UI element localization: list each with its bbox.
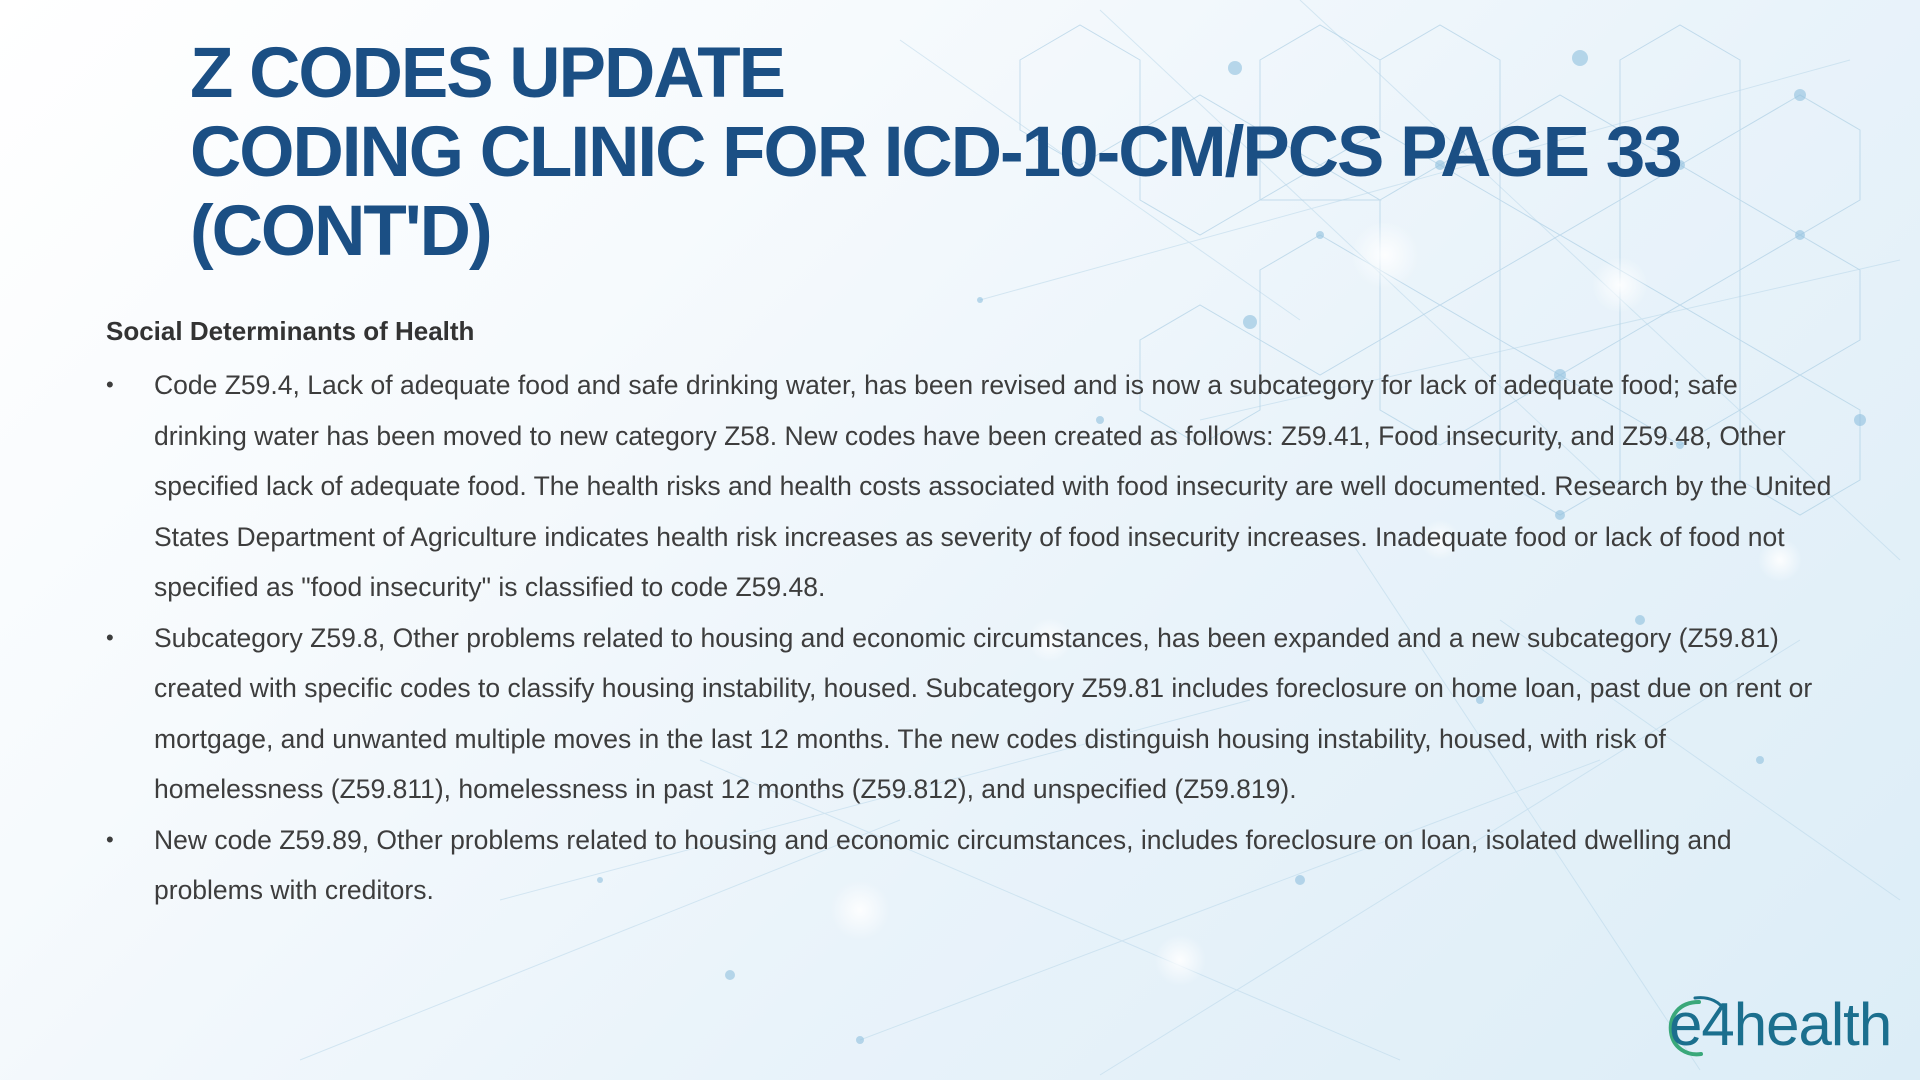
bullet-text: Code Z59.4, Lack of adequate food and safe drinking water, has been revised and is now a subcategory for lack of adequate food; safe drinking water has been moved to new category Z58. New codes have been created as follows: Z59.41, Food insecurity, and Z59.48, Other specified lack of adequate food. The health risks and health costs associated with food insecurity are well documented. Research by the United States Department of Agriculture indicates health risk increases as severity of food insecurity increases. Inadequate food or lack of food not specified as "food insecurity" is classified to code Z59.48.: [154, 370, 1832, 602]
bullet-list: [106, 360, 1836, 916]
bullet-marker: •: [106, 624, 114, 650]
bullet-text: New code Z59.89, Other problems related to housing and economic circumstances, includes foreclosure on loan, isolated dwelling and problems with creditors.: [154, 824, 1732, 905]
title-line-2: CODING CLINIC FOR ICD-10-CM/PCS PAGE 33: [190, 113, 1681, 192]
e4health-logo: [1665, 990, 1895, 1060]
bullet-item-new-code-z59-89: [106, 815, 1836, 916]
logo-wordmark: e4health: [1669, 991, 1892, 1058]
slide-title: [190, 34, 1840, 271]
bullet-text: Subcategory Z59.8, Other problems related to housing and economic circumstances, has been expanded and a new subcategory (Z59.81) created with specific codes to classify housing instability, housed. Subcategory Z59.81 includes foreclosure on home loan, past due on rent or mortgage, and unwanted multiple moves in the last 12 months. The new codes distinguish housing instability, housed, with risk of homelessness (Z59.811), homelessness in past 12 months (Z59.812), and unspecified (Z59.819).: [154, 622, 1813, 804]
bullet-item-housing-instability: [106, 613, 1836, 815]
bullet-marker: •: [106, 372, 114, 397]
section-heading: Social Determinants of Health: [106, 316, 475, 346]
bullet-item-food-insecurity: [106, 360, 1836, 613]
title-line-3: (CONT'D): [190, 192, 491, 271]
bullet-marker: •: [106, 826, 114, 852]
title-line-1: Z CODES UPDATE: [190, 34, 784, 113]
slide-body: [106, 312, 1836, 916]
